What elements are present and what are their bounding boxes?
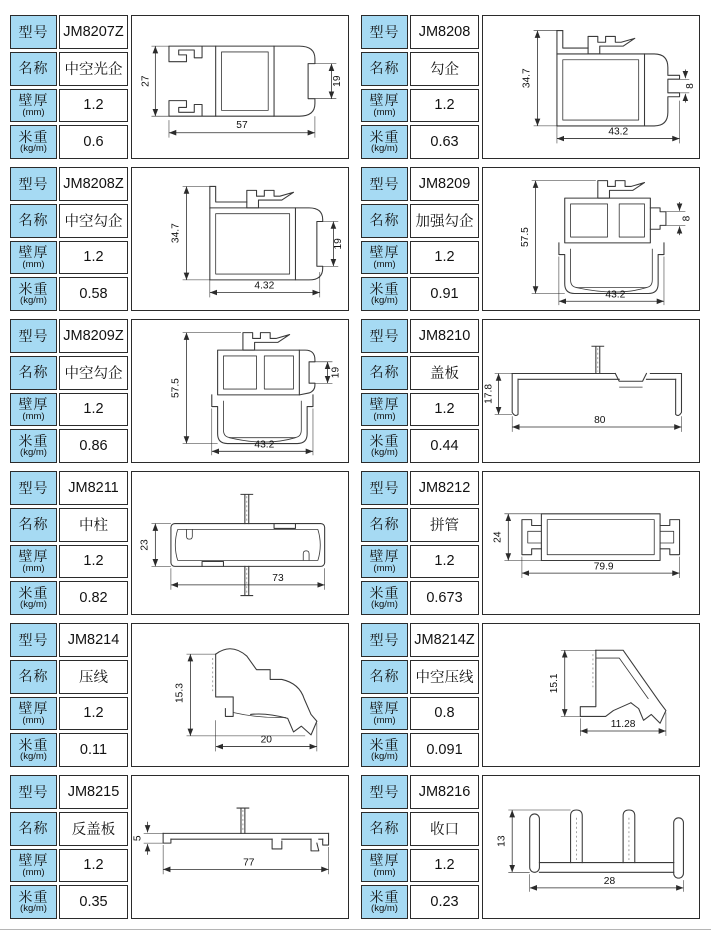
label-weight	[361, 885, 408, 919]
label-thickness	[361, 849, 408, 883]
dim-bottom-label: 28	[603, 875, 616, 887]
value-model: JM8211	[59, 471, 128, 505]
dimensions	[493, 514, 680, 578]
label-text: 壁厚	[369, 700, 400, 717]
label-unit: (kg/m)	[371, 447, 398, 459]
drawing-area	[131, 167, 349, 311]
label-weight	[10, 733, 57, 767]
hook-detail	[247, 190, 294, 208]
label-text: 型号	[18, 783, 49, 800]
profile-outline	[559, 181, 666, 294]
profile-drawing	[132, 16, 348, 158]
dimensions	[484, 373, 682, 431]
profile-drawing	[132, 168, 348, 310]
dim-left-label: 17.8	[483, 383, 495, 404]
profile-outline	[512, 346, 681, 415]
label-model	[361, 471, 408, 505]
label-model	[10, 319, 57, 353]
profile-drawing	[132, 472, 348, 614]
label-name	[361, 204, 408, 238]
value-name: 加强勾企	[410, 204, 479, 238]
value-thickness: 1.2	[59, 393, 128, 427]
value-name: 中空勾企	[59, 204, 128, 238]
label-weight	[10, 125, 57, 159]
dim-bottom-label: 57	[236, 119, 248, 131]
profile-card	[10, 167, 349, 311]
dim-bottom-label: 43.2	[608, 126, 629, 138]
label-text: 名称	[369, 820, 400, 837]
profile-catalog-grid	[10, 15, 700, 919]
spec-table	[10, 623, 128, 767]
label-text: 壁厚	[18, 396, 49, 413]
label-weight	[10, 581, 57, 615]
label-name	[361, 356, 408, 390]
label-text: 名称	[369, 212, 400, 229]
value-name: 勾企	[410, 52, 479, 86]
value-weight: 0.63	[410, 125, 479, 159]
label-name	[10, 660, 57, 694]
profile-outline	[522, 514, 680, 561]
value-name: 中柱	[59, 508, 128, 542]
hook-detail	[588, 36, 635, 54]
dim-left-label: 57.5	[519, 227, 531, 247]
spec-table	[361, 319, 479, 463]
dim-left-label: 15.1	[548, 673, 560, 694]
label-text: 名称	[18, 364, 49, 381]
profile-outline	[580, 650, 666, 723]
label-thickness	[10, 545, 57, 579]
drawing-area	[482, 319, 700, 463]
value-weight: 0.58	[59, 277, 128, 311]
profile-drawing	[483, 168, 699, 310]
dim-bottom-label: 43.2	[605, 289, 626, 301]
value-model: JM8216	[410, 775, 479, 809]
profile-drawing	[483, 320, 699, 462]
value-name: 收口	[410, 812, 479, 846]
label-name	[10, 204, 57, 238]
dim-right-label: 8	[681, 215, 693, 222]
label-text: 型号	[369, 783, 400, 800]
profile-card	[361, 471, 700, 615]
value-weight: 0.82	[59, 581, 128, 615]
label-model	[10, 15, 57, 49]
value-thickness: 1.2	[59, 89, 128, 123]
label-text: 名称	[18, 516, 49, 533]
label-thickness	[361, 545, 408, 579]
label-text: 型号	[18, 23, 49, 40]
label-text: 型号	[18, 479, 49, 496]
value-weight: 0.86	[59, 429, 128, 463]
value-name: 中空勾企	[59, 356, 128, 390]
label-text: 米重	[369, 128, 400, 145]
drawing-area	[482, 623, 700, 767]
profile-outline	[171, 494, 325, 595]
label-weight	[361, 581, 408, 615]
value-thickness: 1.2	[59, 241, 128, 275]
label-thickness	[10, 241, 57, 275]
profile-outline	[530, 810, 684, 878]
spec-table	[361, 471, 479, 615]
label-text: 型号	[369, 631, 400, 648]
dim-bottom-label: 11.28	[610, 719, 636, 731]
value-weight: 0.11	[59, 733, 128, 767]
label-name	[10, 812, 57, 846]
label-unit: (kg/m)	[371, 143, 398, 155]
label-text: 米重	[18, 736, 49, 753]
profile-drawing	[483, 472, 699, 614]
value-weight: 0.91	[410, 277, 479, 311]
label-thickness	[10, 89, 57, 123]
label-weight	[361, 125, 408, 159]
profile-outline	[169, 46, 315, 116]
value-name: 中空压线	[410, 660, 479, 694]
value-weight: 0.44	[410, 429, 479, 463]
profile-outline	[163, 808, 328, 851]
label-model	[361, 167, 408, 201]
profile-card	[361, 319, 700, 463]
dim-left-label: 13	[496, 835, 508, 847]
profile-drawing	[483, 16, 699, 158]
value-weight: 0.23	[410, 885, 479, 919]
value-weight: 0.6	[59, 125, 128, 159]
dimensions	[141, 46, 344, 137]
profile-outline	[212, 333, 315, 444]
profile-card	[361, 623, 700, 767]
spec-table	[361, 15, 479, 159]
spec-table	[10, 775, 128, 919]
label-text: 型号	[369, 175, 400, 192]
label-unit: (mm)	[373, 410, 396, 422]
label-text: 米重	[369, 280, 400, 297]
label-model	[10, 775, 57, 809]
label-unit: (kg/m)	[371, 599, 398, 611]
dim-bottom-label: 73	[272, 572, 284, 584]
value-model: JM8209	[410, 167, 479, 201]
profile-card	[10, 775, 349, 919]
label-text: 型号	[18, 631, 49, 648]
profile-drawing	[483, 624, 699, 766]
label-text: 壁厚	[18, 548, 49, 565]
dimensions	[175, 654, 317, 751]
value-model: JM8214	[59, 623, 128, 657]
spec-table	[10, 319, 128, 463]
drawing-area	[482, 167, 700, 311]
label-text: 米重	[18, 888, 49, 905]
dim-right-label: 8	[685, 83, 697, 89]
label-text: 米重	[369, 888, 400, 905]
label-unit: (mm)	[373, 562, 396, 574]
profile-drawing	[132, 624, 348, 766]
drawing-area	[482, 775, 700, 919]
profile-outline	[213, 649, 317, 735]
label-unit: (mm)	[22, 258, 45, 270]
value-model: JM8214Z	[410, 623, 479, 657]
label-text: 型号	[369, 327, 400, 344]
label-text: 壁厚	[369, 396, 400, 413]
label-text: 米重	[369, 432, 400, 449]
value-thickness: 1.2	[59, 545, 128, 579]
dimensions	[549, 650, 666, 736]
value-thickness: 1.2	[410, 241, 479, 275]
drawing-area	[131, 471, 349, 615]
label-text: 壁厚	[369, 92, 400, 109]
spec-table	[10, 167, 128, 311]
label-text: 米重	[18, 128, 49, 145]
label-text: 型号	[369, 23, 400, 40]
label-text: 型号	[18, 175, 49, 192]
value-name: 拼管	[410, 508, 479, 542]
value-thickness: 1.2	[410, 849, 479, 883]
label-weight	[10, 429, 57, 463]
label-unit: (kg/m)	[371, 903, 398, 915]
label-unit: (mm)	[373, 106, 396, 118]
profile-card	[10, 15, 349, 159]
value-thickness: 1.2	[410, 89, 479, 123]
label-name	[361, 660, 408, 694]
label-unit: (kg/m)	[20, 143, 47, 155]
value-model: JM8215	[59, 775, 128, 809]
spec-table	[361, 167, 479, 311]
label-text: 名称	[369, 364, 400, 381]
label-thickness	[10, 849, 57, 883]
label-unit: (mm)	[373, 714, 396, 726]
profile-card	[361, 167, 700, 311]
profile-card	[10, 471, 349, 615]
spec-table	[10, 15, 128, 159]
label-text: 名称	[369, 668, 400, 685]
value-model: JM8208	[410, 15, 479, 49]
label-name	[10, 356, 57, 390]
value-weight: 0.35	[59, 885, 128, 919]
drawing-area	[131, 15, 349, 159]
label-thickness	[361, 393, 408, 427]
value-name: 盖板	[410, 356, 479, 390]
label-model	[361, 319, 408, 353]
profile-card	[361, 15, 700, 159]
label-model	[361, 775, 408, 809]
profile-card	[10, 623, 349, 767]
value-thickness: 1.2	[59, 697, 128, 731]
label-unit: (mm)	[22, 866, 45, 878]
label-unit: (kg/m)	[20, 903, 47, 915]
label-name	[10, 52, 57, 86]
label-text: 壁厚	[18, 244, 49, 261]
label-weight	[10, 277, 57, 311]
hook-detail	[598, 181, 645, 199]
dim-right-label: 19	[330, 366, 342, 379]
label-name	[10, 508, 57, 542]
label-weight	[361, 733, 408, 767]
dim-right-label: 19	[333, 238, 345, 250]
dim-bottom-label: 79.9	[593, 561, 614, 573]
dimensions	[133, 822, 329, 875]
label-model	[10, 471, 57, 505]
dim-left-label: 15.3	[174, 683, 186, 703]
label-thickness	[361, 697, 408, 731]
value-name: 反盖板	[59, 812, 128, 846]
value-thickness: 1.2	[59, 849, 128, 883]
label-unit: (kg/m)	[371, 295, 398, 307]
label-text: 名称	[18, 60, 49, 77]
dim-left-label: 57.5	[170, 378, 182, 399]
dim-bottom-label: 80	[594, 415, 606, 427]
value-thickness: 1.2	[410, 393, 479, 427]
value-model: JM8210	[410, 319, 479, 353]
label-text: 壁厚	[18, 700, 49, 717]
label-unit: (kg/m)	[20, 447, 47, 459]
dim-bottom-label: 43.2	[254, 439, 275, 451]
label-text: 壁厚	[369, 244, 400, 261]
label-text: 壁厚	[18, 852, 49, 869]
profile-drawing	[132, 776, 348, 918]
dim-right-label: 19	[332, 75, 344, 87]
label-name	[361, 52, 408, 86]
label-text: 壁厚	[18, 92, 49, 109]
profile-outline	[210, 186, 323, 279]
label-text: 名称	[18, 212, 49, 229]
label-weight	[10, 885, 57, 919]
dimensions	[496, 810, 683, 892]
dim-left-label: 34.7	[170, 223, 182, 244]
dim-bottom-label: 20	[260, 734, 272, 746]
dim-bottom-label: 77	[243, 857, 255, 869]
dim-bottom-label: 4.32	[254, 280, 275, 292]
label-text: 米重	[369, 736, 400, 753]
dim-left-label: 24	[492, 531, 504, 543]
value-name: 中空光企	[59, 52, 128, 86]
label-text: 米重	[369, 584, 400, 601]
label-weight	[361, 277, 408, 311]
dim-left-label: 5	[132, 835, 144, 842]
label-text: 米重	[18, 584, 49, 601]
value-name: 压线	[59, 660, 128, 694]
value-model: JM8212	[410, 471, 479, 505]
label-unit: (mm)	[22, 562, 45, 574]
dim-left-label: 23	[139, 539, 151, 551]
label-name	[361, 508, 408, 542]
label-unit: (kg/m)	[20, 751, 47, 763]
spec-table	[10, 471, 128, 615]
label-unit: (mm)	[373, 866, 396, 878]
label-thickness	[361, 241, 408, 275]
value-model: JM8208Z	[59, 167, 128, 201]
label-text: 米重	[18, 280, 49, 297]
drawing-area	[131, 319, 349, 463]
profile-outline	[557, 31, 680, 126]
profile-card	[10, 319, 349, 463]
label-unit: (kg/m)	[371, 751, 398, 763]
label-model	[361, 623, 408, 657]
value-thickness: 0.8	[410, 697, 479, 731]
dimensions	[171, 186, 344, 297]
dimensions	[171, 333, 342, 456]
label-text: 名称	[18, 820, 49, 837]
dimensions	[140, 524, 325, 590]
drawing-area	[482, 471, 700, 615]
label-text: 壁厚	[369, 852, 400, 869]
dim-left-label: 34.7	[521, 68, 533, 89]
value-model: JM8207Z	[59, 15, 128, 49]
label-model	[10, 167, 57, 201]
value-model: JM8209Z	[59, 319, 128, 353]
label-text: 名称	[369, 60, 400, 77]
drawing-area	[131, 775, 349, 919]
label-unit: (kg/m)	[20, 295, 47, 307]
label-thickness	[10, 393, 57, 427]
label-unit: (mm)	[373, 258, 396, 270]
dim-left-label: 27	[140, 75, 152, 87]
spec-table	[361, 775, 479, 919]
label-weight	[361, 429, 408, 463]
profile-drawing	[483, 776, 699, 918]
label-thickness	[10, 697, 57, 731]
value-thickness: 1.2	[410, 545, 479, 579]
label-unit: (mm)	[22, 410, 45, 422]
label-unit: (kg/m)	[20, 599, 47, 611]
label-name	[361, 812, 408, 846]
label-text: 壁厚	[369, 548, 400, 565]
label-unit: (mm)	[22, 106, 45, 118]
hook-detail	[243, 333, 290, 351]
profile-drawing	[132, 320, 348, 462]
drawing-area	[482, 15, 700, 159]
profile-card	[361, 775, 700, 919]
drawing-area	[131, 623, 349, 767]
label-thickness	[361, 89, 408, 123]
label-model	[361, 15, 408, 49]
label-text: 米重	[18, 432, 49, 449]
value-weight: 0.091	[410, 733, 479, 767]
value-weight: 0.673	[410, 581, 479, 615]
dimensions	[522, 31, 696, 144]
label-text: 名称	[369, 516, 400, 533]
label-unit: (mm)	[22, 714, 45, 726]
label-text: 名称	[18, 668, 49, 685]
label-model	[10, 623, 57, 657]
spec-table	[361, 623, 479, 767]
label-text: 型号	[369, 479, 400, 496]
label-text: 型号	[18, 327, 49, 344]
